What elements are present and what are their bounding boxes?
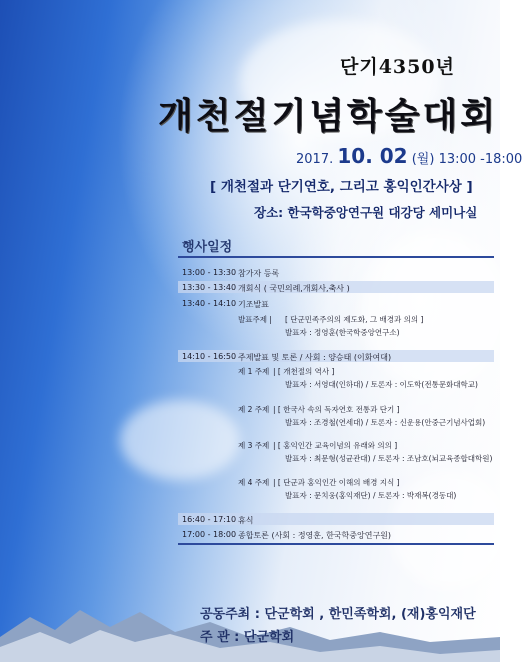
poster-title: 개천절기념학술대회	[158, 95, 498, 137]
event-theme: [ 개천절과 단기연호, 그리고 홍익인간사상 ]	[210, 179, 473, 195]
row-label: 종합토론 (사회 : 정영훈, 한국학중앙연구원)	[238, 531, 392, 540]
date-day: 10. 02	[337, 144, 408, 168]
date-year: 2017.	[296, 152, 334, 167]
keynote-topic-label: 발표주제 |	[238, 315, 272, 324]
session-number: 제 4 주제	[238, 478, 270, 487]
session-presenter: 발표자 : 조경철(연세대) / 토론자 : 신운용(안중근기념사업회)	[285, 418, 486, 427]
schedule-row	[178, 281, 494, 293]
row-time: 13:40 - 14:10	[182, 299, 237, 308]
schedule-row	[178, 350, 494, 362]
row-label: 주제발표 및 토론 / 사회 : 양승태 (이화여대)	[238, 353, 392, 362]
row-time: 17:00 - 18:00	[182, 530, 237, 539]
session-topic: | [ 홍익인간 교육이념의 유래와 의의 ]	[273, 441, 398, 450]
row-time: 13:30 - 13:40	[182, 283, 237, 292]
keynote-presenter: 발표자 : 정영훈(한국학중앙연구소)	[285, 328, 400, 337]
cloud	[360, 230, 510, 390]
era-year-subtitle: 단기4350년	[340, 56, 455, 78]
row-time: 13:00 - 13:30	[182, 268, 237, 277]
session-presenter: 발표자 : 최문형(성균관대) / 토론자 : 조남호(뇌교육종합대학원)	[285, 454, 493, 463]
row-time: 16:40 - 17:10	[182, 515, 237, 524]
cloud	[390, 470, 510, 590]
schedule-top-divider	[178, 256, 494, 258]
session-topic-text: [ 단군과 홍익인간 이해의 배경 지식 ]	[277, 478, 400, 487]
row-label: 휴식	[238, 516, 254, 525]
event-date	[296, 144, 522, 168]
session-topic-text: [ 한국사 속의 독자연호 전통과 단기 ]	[277, 405, 400, 414]
session-topic: | [ 개천절의 역사 ]	[273, 367, 335, 376]
session-topic-text: [ 개천절의 역사 ]	[277, 367, 335, 376]
session-presenter: 발표자 : 서영대(인하대) / 토론자 : 이도학(전통문화대학교)	[285, 380, 478, 389]
row-time: 14:10 - 16:50	[182, 352, 237, 361]
co-host-line: 공동주최 : 단군학회 , 한민족학회, (재)홍익재단	[200, 607, 476, 622]
session-number: 제 3 주제	[238, 441, 270, 450]
date-weekday: (월)	[411, 152, 435, 167]
session-topic: | [ 단군과 홍익인간 이해의 배경 지식 ]	[273, 478, 400, 487]
schedule-row	[178, 513, 494, 525]
row-label: 참가자 등록	[238, 269, 280, 278]
schedule-heading: 행사일정	[182, 240, 233, 255]
row-label: 기조발표	[238, 300, 269, 309]
session-number: 제 1 주제	[238, 367, 270, 376]
row-label: 개회식 ( 국민의례,개회사,축사 )	[238, 284, 350, 293]
mountain-range	[0, 582, 500, 662]
event-venue: 장소: 한국학중앙연구원 대강당 세미나실	[254, 205, 478, 220]
session-topic: | [ 한국사 속의 독자연호 전통과 단기 ]	[273, 405, 400, 414]
session-number: 제 2 주제	[238, 405, 270, 414]
schedule-bottom-divider	[178, 543, 494, 545]
date-time: 13:00 -18:00	[438, 152, 522, 167]
session-topic-text: [ 홍익인간 교육이념의 유래와 의의 ]	[277, 441, 398, 450]
cloud	[120, 400, 240, 480]
keynote-topic: [ 단군민족주의의 제도화, 그 배경과 의의 ]	[285, 315, 424, 324]
session-presenter: 발표자 : 문치웅(홍익재단) / 토론자 : 박재복(경동대)	[285, 491, 457, 500]
host-line: 주 관 : 단군학회	[200, 630, 295, 645]
